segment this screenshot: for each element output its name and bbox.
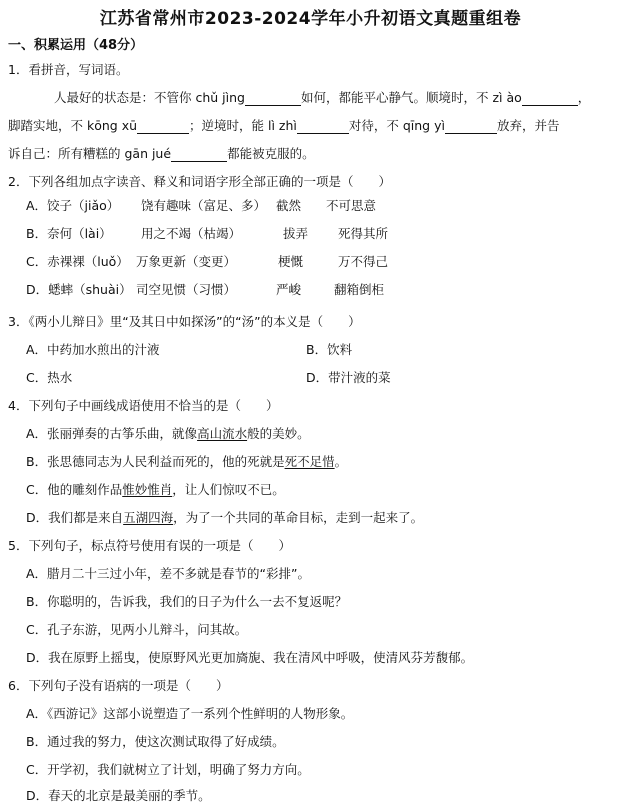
question-4-option-a[interactable]: A．张丽弹奏的古筝乐曲，就像高山流水般的美妙。 xyxy=(26,426,310,441)
answer-blank[interactable] xyxy=(171,149,227,162)
question-3-option-d[interactable]: D．带汁液的菜 xyxy=(306,370,391,385)
question-2-option-c[interactable]: C．赤裸裸（luǒ） 万象更新（变更） 梗慨 万不得己 xyxy=(26,254,389,269)
answer-blank[interactable] xyxy=(297,121,349,134)
underlined-idiom: 高山流水 xyxy=(197,426,248,441)
question-5-option-a[interactable]: A．腊月二十三过小年，差不多就是春节的“彩排”。 xyxy=(26,566,311,581)
question-5-option-d[interactable]: D．我在原野上摇曳，使原野风光更加旖旎、我在清风中呼吸，使清风芬芳馥郁。 xyxy=(26,650,474,665)
question-6-option-a[interactable]: A．《西游记》这部小说塑造了一系列个性鲜明的人物形象。 xyxy=(26,706,354,721)
answer-blank[interactable] xyxy=(245,93,301,106)
question-2-option-d[interactable]: D．蟋蟀（shuài） 司空见惯（习惯） 严峻 翻箱倒柜 xyxy=(26,282,385,297)
question-3-option-b[interactable]: B．饮料 xyxy=(306,342,353,357)
answer-blank[interactable] xyxy=(137,121,189,134)
question-1-line-3: 诉自己：所有糟糕的 gān jué 都能被克服的。 xyxy=(8,146,315,161)
question-3-option-a[interactable]: A．中药加水煎出的汁液 xyxy=(26,342,160,357)
question-3-option-c[interactable]: C．热水 xyxy=(26,370,73,385)
section-heading: 一、积累运用（48分） xyxy=(8,38,144,53)
question-6-option-c[interactable]: C．开学初，我们就树立了计划，明确了努力方向。 xyxy=(26,762,310,777)
question-6-option-d[interactable]: D．春天的北京是最美丽的季节。 xyxy=(26,788,211,803)
question-6-stem: 6．下列句子没有语病的一项是（ ） xyxy=(8,678,229,693)
question-5-option-b[interactable]: B．你聪明的，告诉我，我们的日子为什么一去不复返呢？ xyxy=(26,594,348,609)
question-4-stem: 4．下列句子中画线成语使用不恰当的是（ ） xyxy=(8,398,279,413)
question-2-option-b[interactable]: B．奈何（lài） 用之不竭（枯竭） 拔弄 死得其所 xyxy=(26,226,389,241)
question-5-option-c[interactable]: C．孔子东游，见两小儿辩斗，问其故。 xyxy=(26,622,248,637)
question-2-stem: 2．下列各组加点字读音、释义和词语字形全部正确的一项是（ ） xyxy=(8,174,391,189)
answer-blank[interactable] xyxy=(522,93,578,106)
underlined-idiom: 死不足惜 xyxy=(284,454,335,469)
question-1-line-2: 脚踏实地，不 kōng xū ；逆境时，能 lì zhì 对待，不 qīng yì 放弃，并告 xyxy=(8,118,560,133)
question-5-stem: 5．下列句子，标点符号使用有误的一项是（ ） xyxy=(8,538,291,553)
question-4-option-c[interactable]: C．他的雕刻作品惟妙惟肖，让人们惊叹不已。 xyxy=(26,482,285,497)
exam-title: 江苏省常州市2023-2024学年小升初语文真题重组卷 xyxy=(99,9,522,29)
question-4-option-d[interactable]: D．我们都是来自五湖四海，为了一个共同的革命目标，走到一起来了。 xyxy=(26,510,424,525)
question-6-option-b[interactable]: B．通过我的努力，使这次测试取得了好成绩。 xyxy=(26,734,285,749)
question-2-option-a[interactable]: A．饺子（jiǎo） 饶有趣味（富足、多） 截然 不可思意 xyxy=(26,198,377,213)
question-1-stem: 1．看拼音，写词语。 xyxy=(8,62,129,77)
question-1-line-1: 人最好的状态是：不管你 chǔ jìng 如何，都能平心静气。顺境时，不 zì ào ， xyxy=(54,90,591,105)
answer-blank[interactable] xyxy=(445,121,497,134)
question-4-option-b[interactable]: B．张思德同志为人民利益而死的，他的死就是死不足惜。 xyxy=(26,454,348,469)
question-3-stem: 3．《两小儿辩日》里“及其日中如探汤”的“汤”的本义是（ ） xyxy=(8,314,361,329)
underlined-idiom: 惟妙惟肖 xyxy=(122,482,173,497)
underlined-idiom: 五湖四海 xyxy=(123,510,174,525)
